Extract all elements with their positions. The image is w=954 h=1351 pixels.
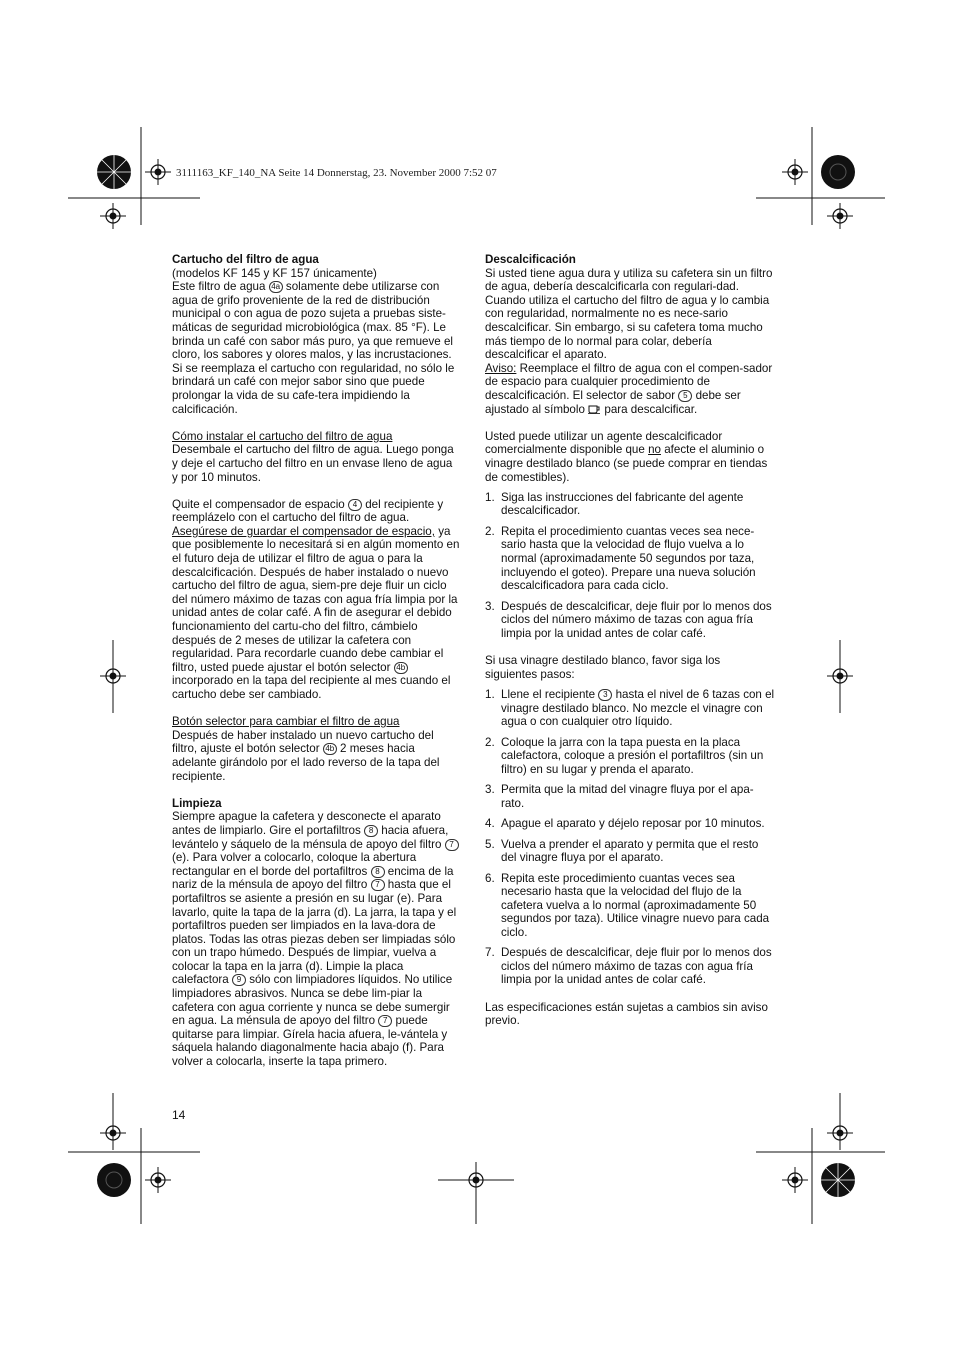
descaling-paragraph: Si usted tiene agua dura y utiliza su cafetera sin un filtro de agua, debería descalcificarla con regulari-dad. Cuando utiliza el cartucho del filtro de agua y lo cambia con regularidad, normalmente no es nece-sario descalcificar. Sin embargo, si su cafetera toma mucho más tiempo de lo normal para colar, debería descalcificar el aparato. xyxy=(485,266,773,362)
crosshair-target-icon xyxy=(827,203,853,229)
crosshair-target-icon xyxy=(100,1120,126,1146)
agent-paragraph: Usted puede utilizar un agente descalcificador comercialmente disponible que no afecte el aluminio o vinagre destilado blanco (se puede comprar en tiendas de comestibles). xyxy=(485,429,768,484)
crosshair-target-icon xyxy=(782,159,808,185)
ref-number-badge: 7 xyxy=(371,879,385,891)
selector-section-title: Botón selector para cambiar el filtro de agua xyxy=(172,715,400,729)
ref-number-badge: 4a xyxy=(269,281,283,293)
filter-models-note: (modelos KF 145 y KF 157 únicamente) xyxy=(172,266,377,280)
list-item: 1. Llene el recipiente 3 hasta el nivel de 6 tazas con el vinagre destilado blanco. No mezcle el vinagre con agua o con cualquier otro líquido. xyxy=(485,688,775,729)
list-item: 2. Repita el procedimiento cuantas veces sea nece-sario hasta que la velocidad de flujo vuelva a lo normal (aproximadamente 50 segundos por taza, incluyendo el goteo). Prepare una nueva solución descalcificadora para cada ciclo. xyxy=(485,524,756,593)
left-column xyxy=(172,253,460,1069)
list-item: 3. Permita que la mitad del vinagre fluya por el apa-rato. xyxy=(485,783,754,810)
ref-number-badge: 4b xyxy=(394,662,408,674)
ref-number-badge: 5 xyxy=(678,390,692,402)
ref-number-badge: 7 xyxy=(378,1015,392,1027)
coffee-cup-icon xyxy=(588,405,601,414)
list-item: 6. Repita este procedimiento cuantas veces sea necesario hasta que la velocidad del flujo de la cafetera vuelva a lo normal (aproximadamente 50 segundos por taza). Utilice vinagre nuevo para cada ciclo. xyxy=(485,871,770,939)
right-column xyxy=(485,253,775,1028)
ref-number-badge: 4 xyxy=(348,499,362,511)
crosshair-target-icon xyxy=(145,159,171,185)
crosshair-target-icon xyxy=(827,1120,853,1146)
selector-paragraph: Después de haber instalado un nuevo cartucho del filtro, ajuste el botón selector 4b 2 meses hacia adelante girándolo por el lado reverso de la tapa del recipiente. xyxy=(172,728,440,783)
crosshair-target-icon xyxy=(100,203,126,229)
crosshair-target-icon xyxy=(100,663,126,689)
filter-paragraph: Este filtro de agua 4a solamente debe utilizarse con agua de grifo proveniente de la red de distribución municipal o con agua de pozo sujeta a pruebas siste-máticas de seguridad microbiológica (max. 85 °F). Le brinda un café con sabor más puro, ya que remueve el cloro, los sabores y olores malos, y las incrustaciones. Si se reemplaza el cartucho con regularidad, no sólo le brindará un café con mejor sabor sino que puede prolongar la vida de su cafe-tera impidiendo la calcificación. xyxy=(172,280,455,416)
ref-number-badge: 8 xyxy=(371,866,385,878)
crosshair-target-icon xyxy=(782,1167,808,1193)
list-item: 2. Coloque la jarra con la tapa puesta en la placa calefactora, coloque a presión el portafiltros (sin un filtro) en su lugar y prenda el aparato. xyxy=(485,735,764,776)
starburst-target-icon xyxy=(97,155,131,189)
page-number: 14 xyxy=(172,1108,186,1122)
ref-number-badge: 9 xyxy=(232,974,246,986)
aviso-paragraph: Aviso: Reemplace el filtro de agua con el compen-sador de espacio para cualquier procedimiento de descalcificación. El selector de sabor 5 debe ser ajustado al símbolo para descalcificar. xyxy=(485,361,773,416)
list-item: 3. Después de descalcificar, deje fluir por lo menos dos ciclos del número máximo de tazas con agua fría limpia por la unidad antes de colar café. xyxy=(485,599,772,640)
ref-number-badge: 3 xyxy=(598,689,612,701)
starburst-target-icon xyxy=(821,155,855,189)
descaling-section-title: Descalcificación xyxy=(485,253,576,266)
list-item: 1. Siga las instrucciones del fabricante del agente descalcificador. xyxy=(485,490,744,518)
cleaning-section-title: Limpieza xyxy=(172,796,222,810)
crosshair-target-icon xyxy=(145,1167,171,1193)
crosshair-target-icon xyxy=(827,663,853,689)
install-paragraph-2: Quite el compensador de espacio 4 del recipiente y reemplázelo con el cartucho del filtro de agua. Asegúrese de guardar el compensador de espacio, ya que posiblemente lo necesitará si en algún momento en el futuro deja de utilizar el filtro de agua o para la descalcificación. Después de haber instalado o nuevo cartucho del filtro de agua, siem-pre deje fluir un ciclo del número máximo de tazas con agua fría limpia por la unidad antes de colar café. A fin de asegurar el debido funcionamiento del cartu-cho del filtro, cámbielo después de 2 meses de utilizar la cafetera con regularidad. Para recordarle cuando debe cambiar el filtro, usted puede ajustar el botón selector 4b incorporado en la tapa del recipiente al mes cuando el cartucho debe ser cambiado. xyxy=(172,497,460,701)
list-item: 5. Vuelva a prender el aparato y permita que el resto del vinagre fluya por el aparato. xyxy=(485,837,759,865)
vinegar-intro: Si usa vinagre destilado blanco, favor siga los siguientes pasos: xyxy=(485,654,721,681)
specifications-note: Las especificaciones están sujetas a cambios sin aviso previo. xyxy=(485,1000,768,1028)
filter-section-title: Cartucho del filtro de agua xyxy=(172,253,319,266)
print-slug-header: 3111163_KF_140_NA Seite 14 Donnerstag, 23. November 2000 7:52 07 xyxy=(176,167,497,179)
ref-number-badge: 7 xyxy=(445,839,459,851)
ref-number-badge: 8 xyxy=(364,825,378,837)
ref-number-badge: 4b xyxy=(323,743,337,755)
agent-steps-list xyxy=(485,491,775,641)
starburst-target-icon xyxy=(97,1163,131,1197)
cleaning-paragraph: Siempre apague la cafetera y desconecte el aparato antes de limpiarlo. Gire el portafiltros 8 hacia afuera, levántelo y sáquelo de la ménsula de apoyo del filtro 7 (e). Para volver a colocarlo, coloque la abertura rectangular en el borde del portafiltros 8 encima de la nariz de la ménsula de apoyo del filtro 7 hasta que el portafiltros se asiente a presión en su lugar (e). Para lavarlo, quite la tapa de la jarra (d). La jarra, la tapa y el portafiltros pueden ser limpiados en la lava-dora de platos. Todas las otras piezas deben ser limpiadas sólo con un trapo húmedo. Después de limpiar, vuelva a colocar la tapa en la jarra (d). Limpie la placa calefactora 9 sólo con limpiadores líquidos. No utilice limpiadores abrasivos. Nunca se debe lim-piar la cafetera con agua corriente y nunca se debe sumergir en agua. La ménsula de apoyo del filtro 7 puede quitarse para limpiar. Gírela hacia afuera, le-vántela y sáquela halando diagonalmente hacia abajo (f). Para volver a colocarla, inserte la tapa primero. xyxy=(172,810,460,1068)
vinegar-steps-list xyxy=(485,688,775,987)
list-item: 7. Después de descalcificar, deje fluir por lo menos dos ciclos del número máximo de tazas con agua fría limpia por la unidad antes de colar café. xyxy=(485,946,772,987)
list-item: 4. Apague el aparato y déjelo reposar por 10 minutos. xyxy=(485,817,765,831)
install-paragraph-1: Desembale el cartucho del filtro de agua. Luego ponga y deje el cartucho del filtro en un envase lleno de agua y por 10 minutos. xyxy=(172,443,454,484)
starburst-target-icon xyxy=(821,1163,855,1197)
install-section-title: Cómo instalar el cartucho del filtro de agua xyxy=(172,429,393,443)
